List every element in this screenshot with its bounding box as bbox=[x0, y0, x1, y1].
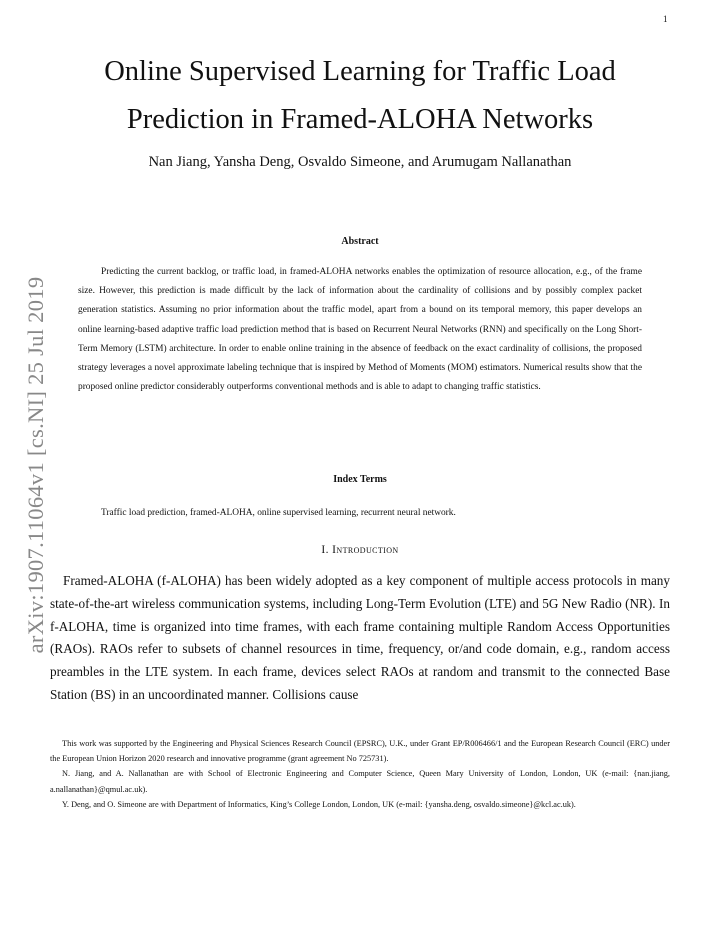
footnotes bbox=[50, 736, 670, 812]
footnote-affiliation-qmul: N. Jiang, and A. Nallanathan are with School of Electronic Engineering and Computer Science, Queen Mary University of London, London, UK (e-mail: {nan.jiang, a.nallanathan}@qmul.ac.uk). bbox=[50, 769, 670, 794]
abstract-heading: Abstract bbox=[341, 236, 379, 247]
page-number: 1 bbox=[663, 14, 668, 24]
introduction-heading: I. Introduction bbox=[321, 544, 399, 556]
index-terms-heading: Index Terms bbox=[333, 474, 387, 485]
paper-title bbox=[0, 48, 720, 144]
introduction-text: Framed-ALOHA (f-ALOHA) has been widely adopted as a key component of multiple access protocols in many state-of-the-art wireless communication systems, including Long-Term Evolution (LTE) and 5G New Radio (NR). In f-ALOHA, time is organized into time frames, with each frame containing multiple Random Access Opportunities (RAOs). RAOs refer to subsets of channel resources in time, frequency, or/and code domain, e.g., random access preambles in the LTE system. In each frame, devices select RAOs at random and transmit to the connected Base Station (BS) in an uncoordinated manner. Collisions cause bbox=[50, 573, 670, 702]
abstract-text: Predicting the current backlog, or traffic load, in framed-ALOHA networks enables the optimization of resource allocation, e.g., of the frame size. However, this prediction is made difficult by the lack of information about the cardinality of collisions and by possibly complex packet generation statistics. Assuming no prior information about the traffic model, apart from a bound on its temporal memory, this paper develops an online learning-based adaptive traffic load prediction method that is based on Recurrent Neural Networks (RNN) and specifically on the Long Short-Term Memory (LSTM) architecture. In order to enable online training in the absence of feedback on the exact cardinality of collisions, the proposed strategy leverages a novel approximate labeling technique that is inspired by Method of Moments (MOM) estimators. Numerical results show that the proposed online predictor considerably outperforms conventional methods and is able to adapt to changing traffic statistics. bbox=[78, 267, 642, 393]
title-line-2: Prediction in Framed-ALOHA Networks bbox=[126, 104, 594, 135]
author-list: Nan Jiang, Yansha Deng, Osvaldo Simeone, and Arumugam Nallanathan bbox=[148, 154, 572, 170]
index-terms-text: Traffic load prediction, framed-ALOHA, online supervised learning, recurrent neural network. bbox=[101, 508, 456, 518]
footnote-affiliation-kcl: Y. Deng, and O. Simeone are with Department of Informatics, King’s College London, London, UK (e-mail: {yansha.deng, osvaldo.simeone}@kcl.ac.uk). bbox=[62, 799, 576, 809]
title-line-1: Online Supervised Learning for Traffic Load bbox=[104, 56, 616, 87]
arxiv-identifier-stamp: arXiv:1907.11064v1 [cs.NI] 25 Jul 2019 bbox=[23, 276, 48, 654]
footnote-funding: This work was supported by the Engineering and Physical Sciences Research Council (EPSRC), U.K., under Grant EP/R006466/1 and the European Research Council (ERC) under the European Union Horizon 2020 research and innovative programme (grant agreement No 725731). bbox=[50, 739, 670, 764]
